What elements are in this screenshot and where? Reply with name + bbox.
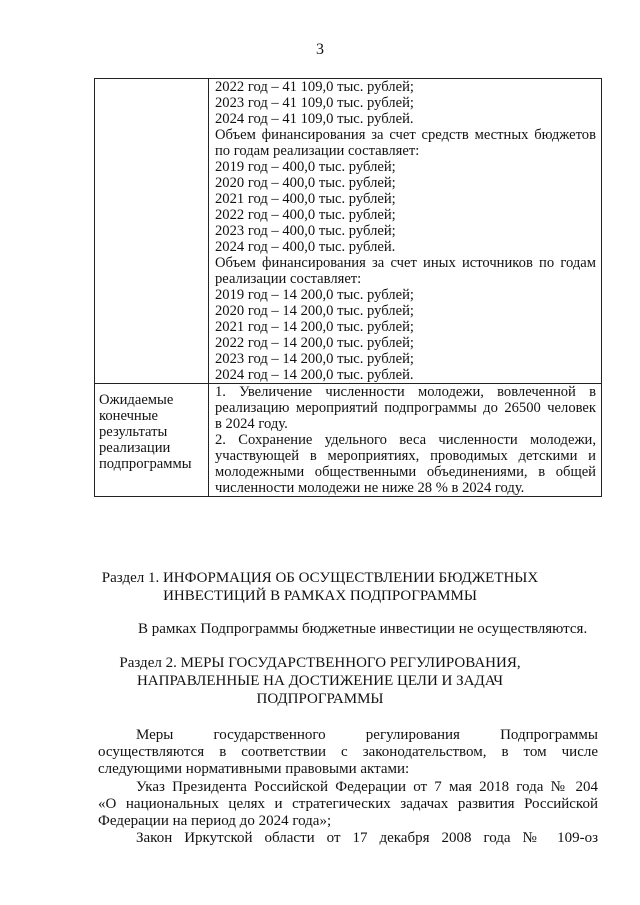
- financing-line: 2021 год – 400,0 тыс. рублей;: [215, 191, 396, 207]
- financing-line: 2024 год – 400,0 тыс. рублей.: [215, 239, 396, 255]
- results-cell: [209, 384, 602, 497]
- table-row: [95, 79, 602, 384]
- financing-cell: [209, 79, 602, 384]
- results-line: численности молодежи не ниже 28 % в 2024 году.: [215, 480, 525, 496]
- financing-line: 2023 год – 14 200,0 тыс. рублей;: [215, 351, 414, 367]
- financing-line: 2022 год – 14 200,0 тыс. рублей;: [215, 335, 414, 351]
- section1-heading: [0, 569, 640, 605]
- results-label-cell: [95, 384, 209, 497]
- results-line: в 2024 году.: [215, 416, 288, 432]
- results-line: молодежными общественными объединениями, в общей: [215, 464, 596, 480]
- financing-line: Объем финансирования за счет иных источников по годам: [215, 255, 596, 271]
- financing-line: 2019 год – 14 200,0 тыс. рублей;: [215, 287, 414, 303]
- results-label-line: реализации: [99, 440, 171, 456]
- section2-heading-line: Раздел 2. МЕРЫ ГОСУДАРСТВЕННОГО РЕГУЛИРОВАНИЯ,: [119, 655, 521, 671]
- financing-line: 2021 год – 14 200,0 тыс. рублей;: [215, 319, 414, 335]
- financing-line: 2020 год – 14 200,0 тыс. рублей;: [215, 303, 414, 319]
- section2-paragraph-3: [98, 830, 598, 847]
- section1-heading-line: Раздел 1. ИНФОРМАЦИЯ ОБ ОСУЩЕСТВЛЕНИИ БЮДЖЕТНЫХ: [101, 570, 539, 586]
- financing-line: 2022 год – 41 109,0 тыс. рублей;: [215, 79, 414, 95]
- section2-heading-line: НАПРАВЛЕННЫЕ НА ДОСТИЖЕНИЕ ЦЕЛИ И ЗАДАЧ: [136, 673, 504, 689]
- section2-paragraph-2: [98, 779, 598, 830]
- financing-line: по годам реализации составляет:: [215, 143, 420, 159]
- financing-line: Объем финансирования за счет средств местных бюджетов: [215, 127, 596, 143]
- page-number: 3: [316, 41, 324, 58]
- section2-heading: [0, 654, 640, 708]
- financing-line: 2019 год – 400,0 тыс. рублей;: [215, 159, 396, 175]
- results-line: 1. Увеличение численности молодежи, вовлеченной в: [215, 384, 596, 400]
- results-line: 2. Сохранение удельного веса численности молодежи,: [215, 432, 596, 448]
- paragraph-line: Закон Иркутской области от 17 декабря 2008 года № 109-оз: [136, 830, 598, 846]
- results-label-line: Ожидаемые: [99, 392, 174, 408]
- financing-line: 2020 год – 400,0 тыс. рублей;: [215, 175, 396, 191]
- results-label-line: подпрограммы: [99, 456, 192, 472]
- table-cell-empty: [95, 79, 209, 384]
- financing-line: реализации составляет:: [215, 271, 362, 287]
- financing-line: 2022 год – 400,0 тыс. рублей;: [215, 207, 396, 223]
- financing-line: 2023 год – 41 109,0 тыс. рублей;: [215, 95, 414, 111]
- results-label-line: результаты: [99, 424, 168, 440]
- paragraph-line: следующими нормативными правовыми актами:: [98, 761, 410, 777]
- table-row: [95, 384, 602, 497]
- paragraph-line: «О национальных целях и стратегических задачах развития Российской: [98, 796, 598, 812]
- paragraph-line: осуществляются в соответствии с законодательством, в том числе: [98, 744, 598, 760]
- financing-line: 2023 год – 400,0 тыс. рублей;: [215, 223, 396, 239]
- financing-line: 2024 год – 14 200,0 тыс. рублей.: [215, 367, 414, 383]
- section1-text: В рамках Подпрограммы бюджетные инвестиции не осуществляются.: [138, 621, 588, 637]
- results-line: реализацию мероприятий подпрограммы до 26500 человек: [215, 400, 596, 416]
- section2-paragraph-1: [98, 727, 598, 778]
- paragraph-line: Меры государственного регулирования Подпрограммы: [136, 727, 598, 743]
- section2-heading-line: ПОДПРОГРАММЫ: [256, 691, 384, 707]
- paragraph-line: Указ Президента Российской Федерации от 7 мая 2018 года № 204: [136, 779, 598, 795]
- subprogram-passport-table: [94, 78, 602, 497]
- results-line: участвующей в мероприятиях, проводимых детскими и: [215, 448, 596, 464]
- results-label-line: конечные: [99, 408, 159, 424]
- section1-heading-line: ИНВЕСТИЦИЙ В РАМКАХ ПОДПРОГРАММЫ: [163, 588, 477, 604]
- paragraph-line: Федерации на период до 2024 года»;: [98, 813, 332, 829]
- financing-line: 2024 год – 41 109,0 тыс. рублей.: [215, 111, 414, 127]
